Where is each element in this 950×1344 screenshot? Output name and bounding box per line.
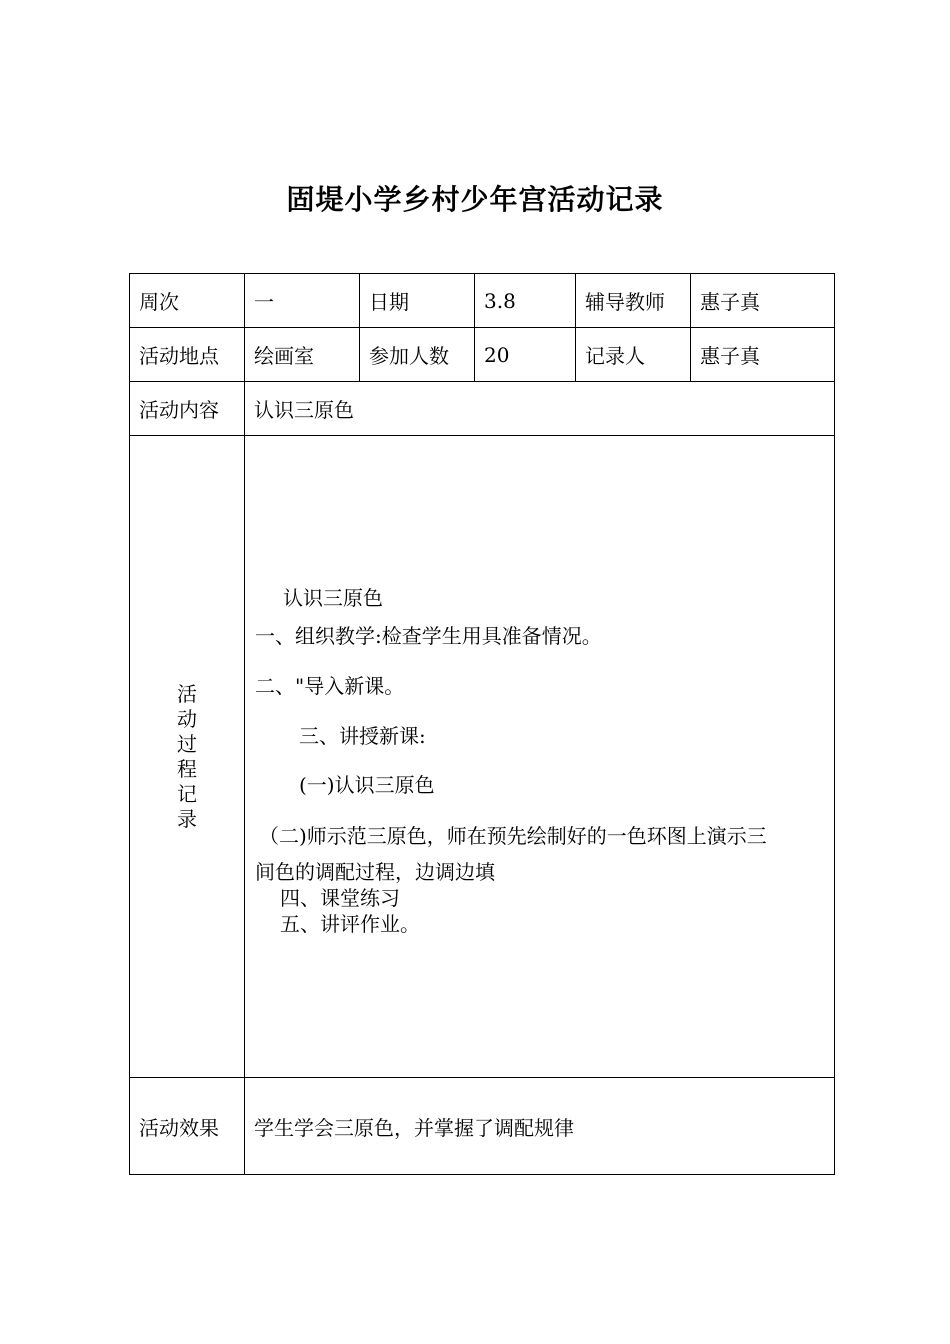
recorder-label: 记录人 bbox=[576, 328, 691, 382]
participants-value: 20 bbox=[475, 328, 576, 382]
effect-label: 活动效果 bbox=[130, 1078, 245, 1175]
process-line-3: 三、讲授新课: bbox=[299, 724, 426, 748]
date-label: 日期 bbox=[360, 274, 475, 328]
process-line-4: (一)认识三原色 bbox=[299, 773, 435, 797]
teacher-value: 惠子真 bbox=[691, 274, 835, 328]
table-row-process bbox=[130, 436, 835, 1078]
effect-value: 学生学会三原色，并掌握了调配规律 bbox=[245, 1078, 835, 1175]
table-row-effect bbox=[130, 1078, 835, 1175]
process-line-5: （二)师示范三原色，师在预先绘制好的一色环图上演示三 bbox=[259, 824, 767, 848]
content-label: 活动内容 bbox=[130, 382, 245, 436]
location-label: 活动地点 bbox=[130, 328, 245, 382]
participants-label: 参加人数 bbox=[360, 328, 475, 382]
page-title: 固堤小学乡村少年宫活动记录 bbox=[286, 183, 664, 216]
recorder-value: 惠子真 bbox=[691, 328, 835, 382]
week-value: 一 bbox=[245, 274, 360, 328]
table-row-week bbox=[130, 274, 835, 328]
date-value: 3.8 bbox=[475, 274, 576, 328]
activity-record-table bbox=[129, 273, 835, 1175]
process-content-cell bbox=[245, 436, 835, 1078]
process-line-2: 二、"导入新课。 bbox=[255, 674, 405, 698]
process-line-8: 五、讲评作业。 bbox=[280, 912, 420, 936]
week-label: 周次 bbox=[130, 274, 245, 328]
process-line-6: 间色的调配过程，边调边填 bbox=[255, 860, 495, 884]
teacher-label: 辅导教师 bbox=[576, 274, 691, 328]
location-value: 绘画室 bbox=[245, 328, 360, 382]
process-label-cell bbox=[130, 436, 245, 1078]
process-line-1: 一、组织教学:检查学生用具准备情况。 bbox=[255, 624, 602, 648]
table-row-content bbox=[130, 382, 835, 436]
process-label: 活动过程记录 bbox=[177, 681, 197, 831]
content-value: 认识三原色 bbox=[245, 382, 835, 436]
table-row-location bbox=[130, 328, 835, 382]
process-line-heading: 认识三原色 bbox=[283, 586, 383, 610]
process-line-7: 四、课堂练习 bbox=[280, 886, 400, 910]
